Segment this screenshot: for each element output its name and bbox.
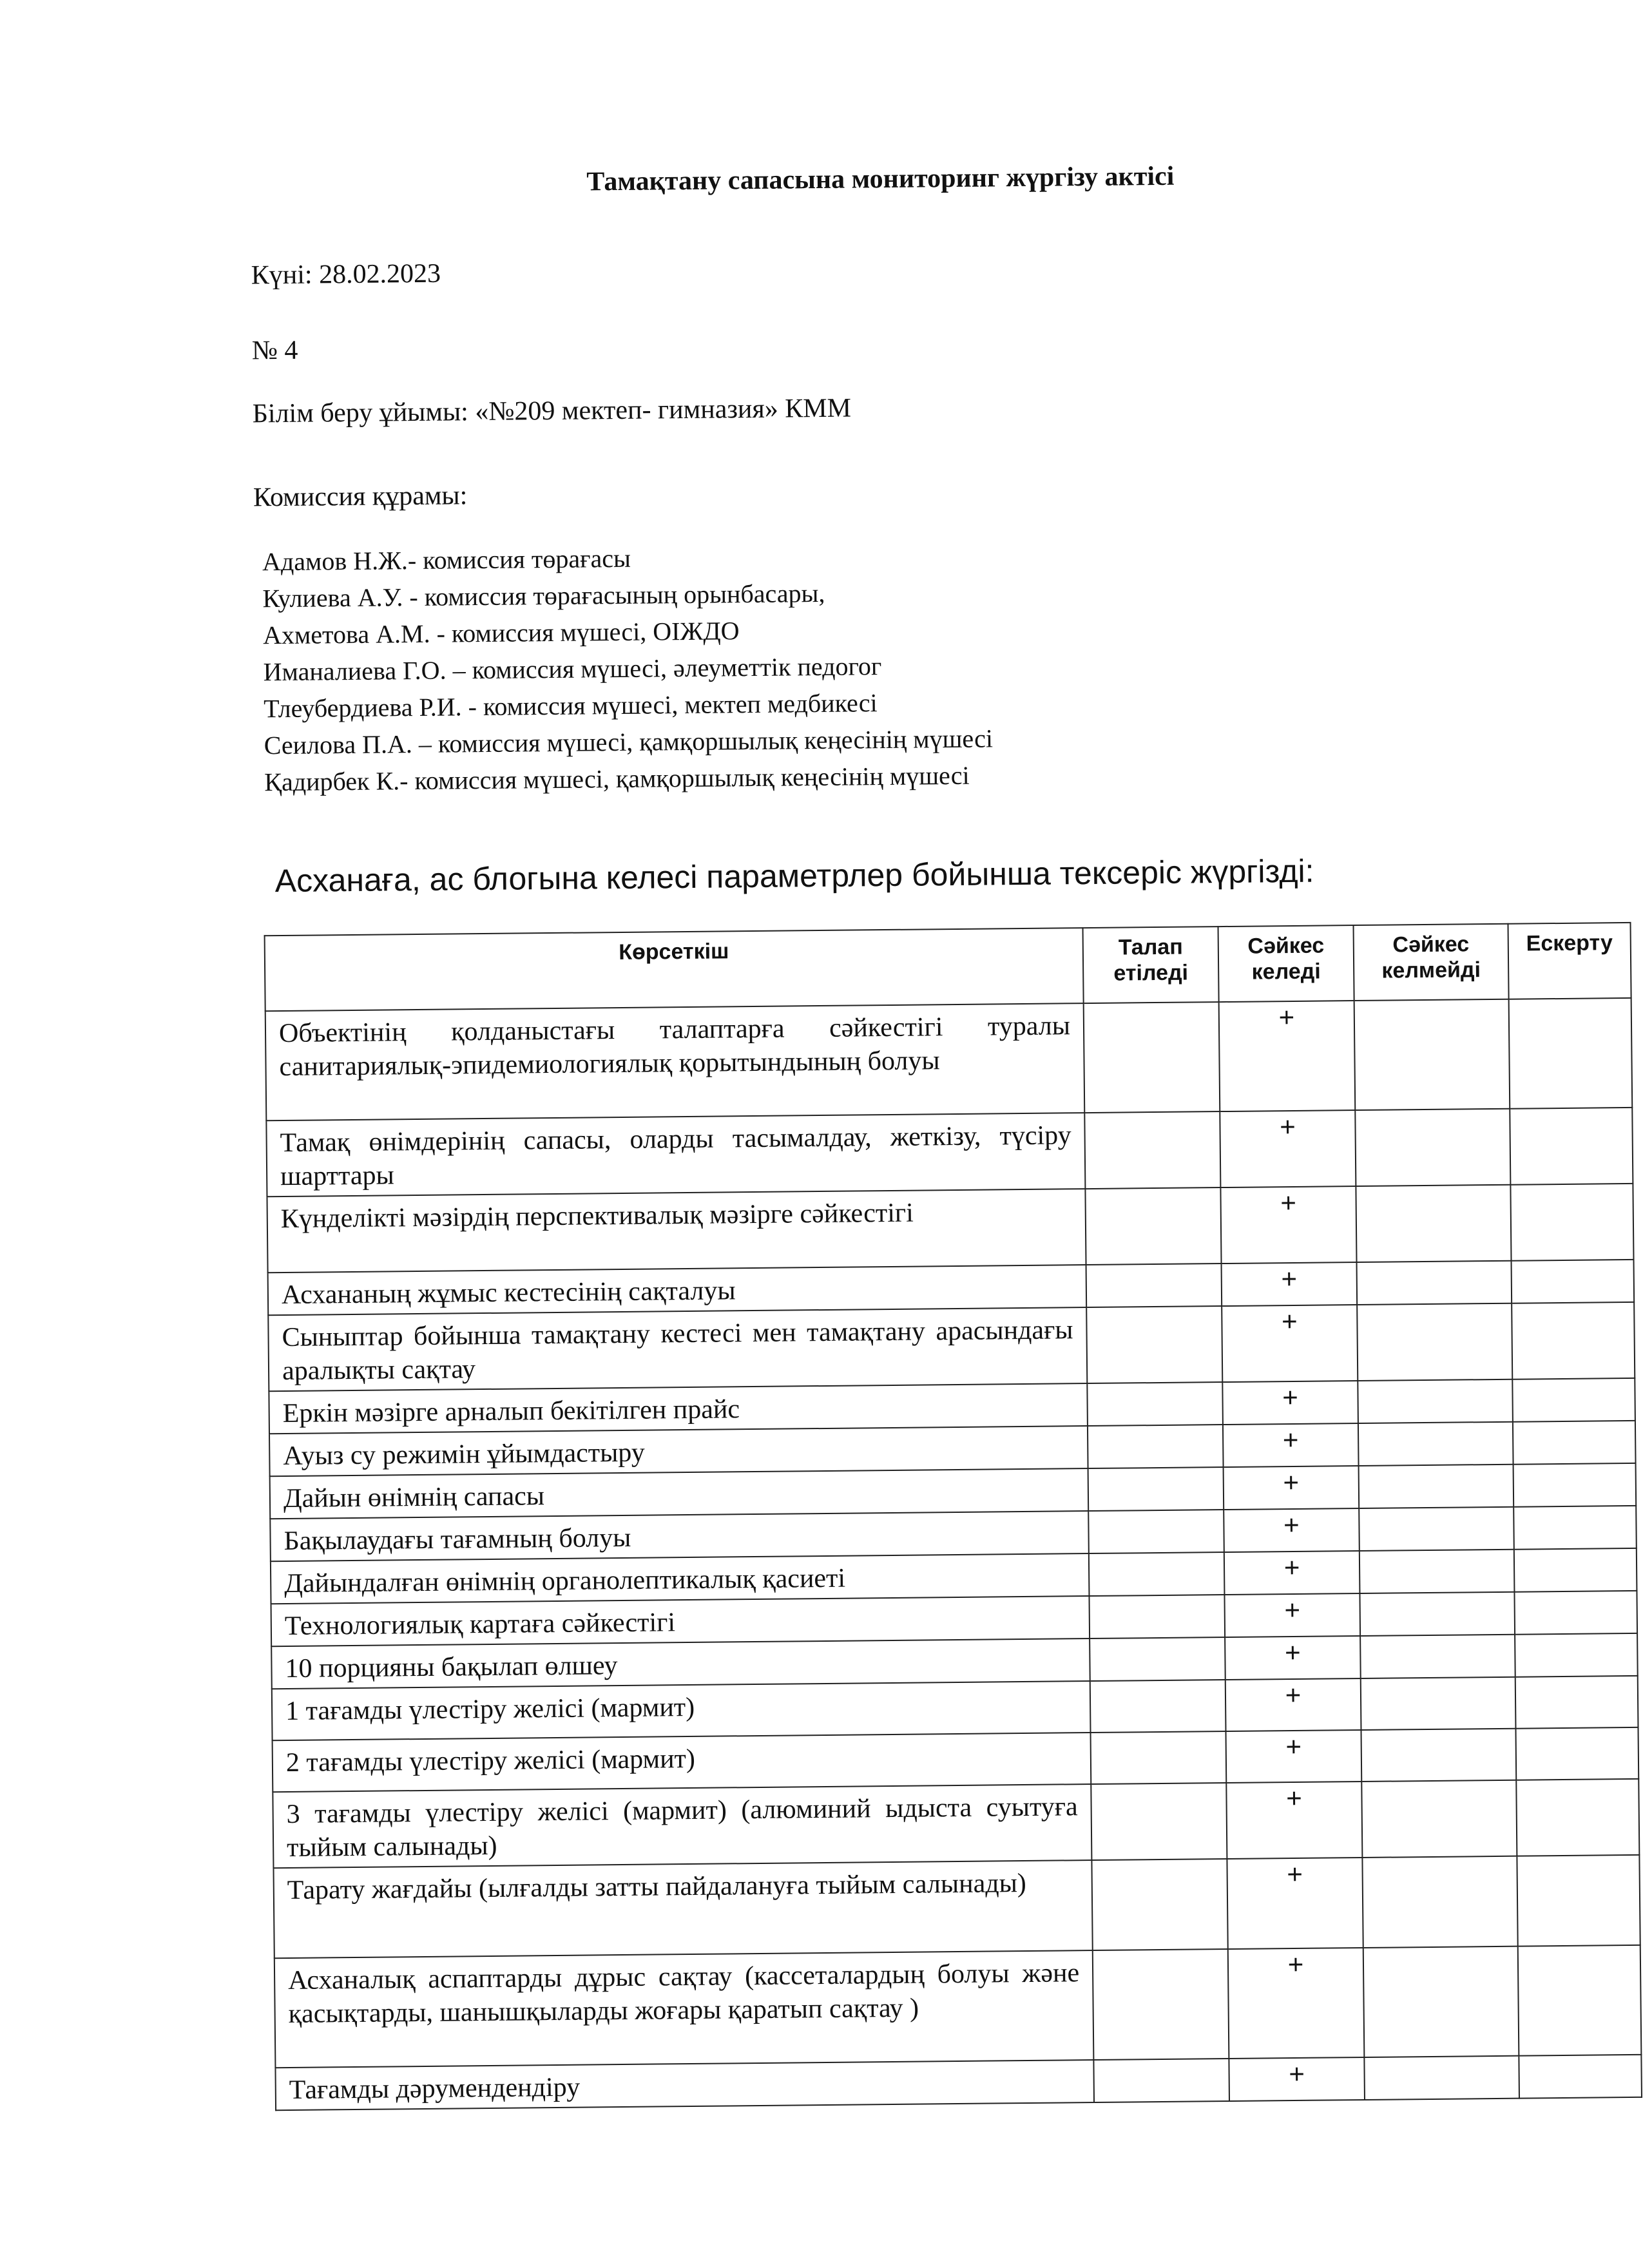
table-row — [273, 1779, 1639, 1868]
compliant-cell: + — [1226, 1782, 1362, 1859]
note-cell — [1516, 1779, 1639, 1856]
commission-member: Тлеубердиева Р.И. - комиссия мүшесі, мектеп медбикесі — [263, 688, 878, 724]
indicator-cell: 1 тағамды үлестіру желісі (мармит) — [272, 1681, 1091, 1740]
noncompliant-cell — [1357, 1261, 1512, 1305]
noncompliant-cell — [1364, 2056, 1519, 2100]
noncompliant-cell — [1358, 1422, 1513, 1466]
compliant-cell: + — [1224, 1593, 1360, 1637]
required-cell — [1091, 1859, 1227, 1950]
indicator-cell: 2 тағамды үлестіру желісі (мармит) — [273, 1733, 1091, 1792]
indicator-cell: Технологиялық картаға сәйкестігі — [271, 1596, 1090, 1646]
compliant-cell: + — [1224, 1508, 1360, 1552]
noncompliant-cell — [1360, 1592, 1515, 1636]
note-cell — [1515, 1727, 1638, 1780]
indicator-cell: Еркін мәзірге арналып бекітілген прайс — [269, 1383, 1088, 1434]
commission-member: Қадирбек К.- комиссия мүшесі, қамқоршылық кеңесінің мүшесі — [264, 760, 970, 797]
table-row — [267, 1184, 1633, 1273]
required-cell — [1090, 1680, 1226, 1733]
table-row — [266, 1108, 1633, 1196]
required-cell — [1089, 1552, 1225, 1596]
inspection-table — [264, 922, 1642, 2111]
commission-member: Сеилова П.А. – комиссия мүшесі, қамқоршылық кеңесінің мүшесі — [264, 724, 994, 760]
table-row — [265, 998, 1633, 1120]
indicator-cell: Тағамды дәрумендендіру — [275, 2060, 1094, 2110]
compliant-cell: + — [1226, 1730, 1362, 1783]
indicator-cell: Бақылаудағы тағамның болуы — [270, 1511, 1089, 1561]
compliant-cell: + — [1220, 1110, 1356, 1187]
indicator-cell: Сыныптар бойынша тамақтану кестесі мен тамақтану арасындағы аралықты сақтау — [268, 1307, 1087, 1391]
table-header-row — [265, 923, 1631, 1011]
compliant-cell: + — [1223, 1423, 1359, 1467]
note-cell — [1512, 1260, 1635, 1303]
note-cell — [1512, 1378, 1635, 1422]
noncompliant-cell — [1359, 1465, 1514, 1508]
compliant-cell: + — [1224, 1551, 1360, 1595]
indicator-cell: 10 порцияны бақылап өлшеу — [271, 1639, 1090, 1689]
header-indicator: Көрсеткіш — [265, 928, 1084, 1011]
required-cell — [1085, 1187, 1221, 1265]
header-compliant: Сәйкес келеді — [1218, 925, 1354, 1002]
commission-member: Адамов Н.Ж.- комиссия төрағасы — [262, 543, 631, 577]
required-cell — [1087, 1382, 1223, 1426]
noncompliant-cell — [1359, 1507, 1514, 1551]
noncompliant-cell — [1356, 1185, 1511, 1262]
note-cell — [1515, 1676, 1638, 1729]
commission-member-list — [262, 536, 994, 800]
header-required: Талап етіледі — [1083, 927, 1219, 1003]
required-cell — [1089, 1595, 1225, 1639]
required-cell — [1090, 1637, 1225, 1681]
compliant-cell: + — [1229, 2057, 1365, 2101]
noncompliant-cell — [1362, 1856, 1517, 1948]
header-note: Ескерту — [1508, 923, 1631, 999]
table-row — [268, 1302, 1635, 1391]
date-line: Күні: 28.02.2023 — [251, 258, 441, 291]
noncompliant-cell — [1360, 1550, 1515, 1593]
document-title: Тамақтану сапасына мониторинг жүргізу актісі — [586, 161, 1175, 197]
indicator-cell: Ауыз су режимін ұйымдастыру — [269, 1426, 1088, 1476]
noncompliant-cell — [1360, 1635, 1515, 1678]
note-cell — [1515, 1633, 1638, 1677]
noncompliant-cell — [1358, 1379, 1513, 1423]
noncompliant-cell — [1361, 1780, 1517, 1858]
required-cell — [1084, 1002, 1220, 1113]
commission-member: Кулиева А.У. - комиссия төрағасының орынбасары, — [262, 578, 825, 613]
noncompliant-cell — [1361, 1677, 1516, 1730]
required-cell — [1084, 1111, 1220, 1189]
indicator-cell: Объектінің қолданыстағы талаптарға сәйкестігі туралы санитариялық-эпидемиологиялық қорытындының болуы — [265, 1003, 1085, 1120]
noncompliant-cell — [1357, 1303, 1512, 1381]
commission-member: Ахметова А.М. - комиссия мүшесі, ОІЖДО — [262, 616, 740, 650]
compliant-cell: + — [1228, 1948, 1365, 2059]
act-number: № 4 — [251, 335, 298, 366]
indicator-cell: Дайындалған өнімнің органолептикалық қасиеті — [271, 1553, 1090, 1604]
header-noncompliant: Сәйкес келмейді — [1354, 924, 1509, 1001]
commission-label: Комиссия құрамы: — [253, 481, 468, 513]
required-cell — [1088, 1467, 1224, 1511]
note-cell — [1513, 1421, 1636, 1465]
compliant-cell: + — [1225, 1678, 1361, 1731]
organization-line: Білім беру ұйымы: «№209 мектеп- гимназия» КММ — [252, 393, 852, 429]
required-cell — [1091, 1731, 1227, 1784]
required-cell — [1086, 1306, 1222, 1383]
compliant-cell: + — [1222, 1381, 1358, 1425]
required-cell — [1088, 1510, 1224, 1553]
indicator-cell: Дайын өнімнің сапасы — [270, 1468, 1089, 1519]
note-cell — [1513, 1463, 1637, 1507]
noncompliant-cell — [1355, 1109, 1510, 1186]
note-cell — [1510, 1184, 1633, 1261]
note-cell — [1517, 1855, 1640, 1946]
required-cell — [1088, 1425, 1224, 1468]
compliant-cell: + — [1220, 1186, 1356, 1264]
compliant-cell: + — [1225, 1636, 1361, 1680]
noncompliant-cell — [1354, 999, 1510, 1110]
indicator-cell: Асхананың жұмыс кестесінің сақталуы — [268, 1265, 1087, 1315]
compliant-cell: + — [1222, 1262, 1358, 1306]
table-row — [274, 1945, 1642, 2068]
compliant-cell: + — [1224, 1466, 1360, 1510]
note-cell — [1512, 1302, 1635, 1379]
table-row — [273, 1855, 1640, 1958]
required-cell — [1091, 1783, 1227, 1860]
indicator-cell: Күнделікті мәзірдің перспективалық мәзірге сәйкестігі — [267, 1189, 1086, 1273]
required-cell — [1093, 2059, 1229, 2102]
noncompliant-cell — [1361, 1729, 1516, 1782]
indicator-cell: Тарату жағдайы (ылғалды затты пайдалануға тыйым салынады) — [273, 1860, 1092, 1958]
note-cell — [1514, 1591, 1637, 1635]
commission-member: Иманалиева Г.О. – комиссия мүшесі, әлеуметтік педогог — [263, 651, 882, 687]
note-cell — [1518, 1945, 1642, 2056]
note-cell — [1514, 1548, 1637, 1592]
compliant-cell: + — [1222, 1305, 1358, 1382]
note-cell — [1510, 1108, 1633, 1185]
compliant-cell: + — [1227, 1858, 1363, 1949]
note-cell — [1513, 1506, 1637, 1550]
note-cell — [1519, 2055, 1642, 2099]
indicator-cell: Тамақ өнімдерінің сапасы, оларды тасымалдау, жеткізу, түсіру шарттары — [266, 1113, 1085, 1196]
indicator-cell: 3 тағамды үлестіру желісі (мармит) (алюминий ыдыста суытуға тыйым салынады) — [273, 1784, 1091, 1868]
noncompliant-cell — [1363, 1946, 1519, 2057]
compliant-cell: + — [1219, 1001, 1356, 1111]
inspection-heading: Асханаға, ас блогына келесі параметрлер бойынша тексеріс жүргізді: — [274, 852, 1314, 899]
note-cell — [1509, 998, 1633, 1109]
indicator-cell: Асханалық аспаптарды дұрыс сақтау (кассеталардың болуы және қасықтарды, шанышқыларды жоғары қаратып сақтау ) — [274, 1950, 1094, 2068]
required-cell — [1086, 1264, 1222, 1307]
required-cell — [1093, 1949, 1229, 2060]
